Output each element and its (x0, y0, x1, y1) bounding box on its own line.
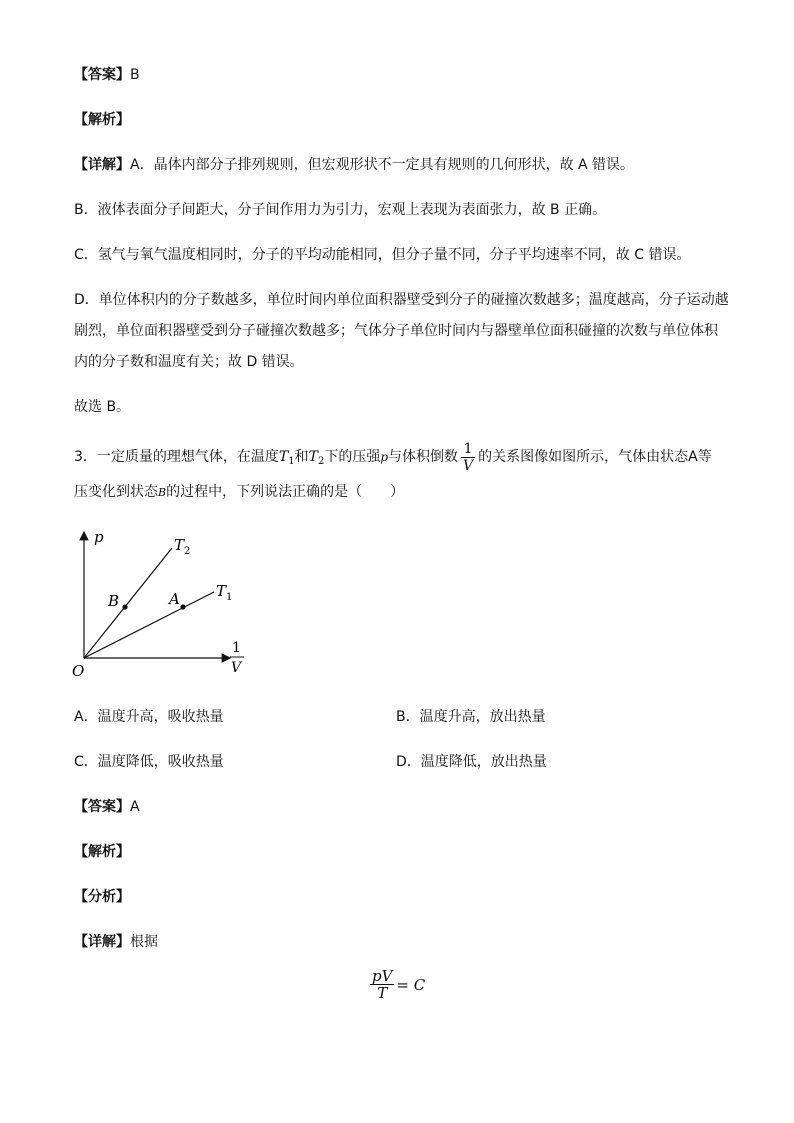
answer-value: B (130, 67, 140, 83)
q2-detail-line-d1: D．单位体积内的分子数越多，单位时间内单位面积器壁受到分子的碰撞次数越多；温度越高，分子运动越 (74, 292, 729, 308)
state-A-point (180, 604, 185, 609)
q2-detail-line-c: C．氢气与氧气温度相同时，分子的平均动能相同，但分子量不同，分子平均速率不同，故 C 错误。 (74, 247, 691, 263)
stem-text: 和 (294, 449, 309, 465)
B-symbol: B (158, 486, 167, 499)
stem-text: 下的压强 (324, 449, 381, 465)
q3-answer-line (74, 797, 140, 817)
T2-isotherm-line (84, 548, 172, 658)
x-axis-label-denominator: V (231, 660, 242, 676)
q2-detail-line-d3: 内的分子数和温度有关；故 D 错误。 (74, 354, 304, 370)
formula-fraction: $\frac{pV}{T}$ (372, 967, 393, 1002)
detail-tag: 【详解】 (74, 157, 130, 173)
p-axis-label: p (94, 528, 104, 546)
T2-symbol: $T_2$ (308, 449, 325, 467)
origin-label: O (72, 662, 85, 680)
stem-text: 的关系图像如图所示，气体由状态A等 (478, 449, 712, 465)
A-label: A (169, 590, 180, 608)
q3-detail-line (74, 932, 158, 952)
stem-text: 压变化到状态 (74, 484, 158, 500)
formula-rhs: = C (396, 975, 426, 994)
stem-text: 的过程中，下列说法正确的是（ ） (166, 484, 405, 500)
p-symbol: p (380, 450, 389, 464)
q2-conclusion: 故选 B。 (74, 399, 131, 415)
answer-tag: 【答案】 (74, 799, 130, 815)
analysis-tag: 【解析】 (74, 112, 130, 128)
stem-text: 与体积倒数 (388, 449, 459, 465)
T1-symbol: $T_1$ (278, 449, 295, 467)
option-D: D．温度降低，放出热量 (396, 754, 547, 770)
stem-text: 3．一定质量的理想气体，在温度 (74, 449, 279, 465)
q3-stem-line2 (74, 482, 404, 503)
analysis-tag: 【解析】 (74, 844, 130, 860)
B-label: B (108, 592, 120, 610)
state-B-point (122, 604, 127, 609)
fenxi-tag: 【分析】 (74, 889, 130, 905)
T1-isotherm-line (84, 592, 214, 658)
p-vs-inverse-v-figure (60, 520, 260, 685)
q2-detail-line-a (74, 155, 634, 175)
T2-label: $T_2$ (174, 536, 191, 557)
answer-value: A (130, 799, 140, 815)
answer-tag: 【答案】 (74, 67, 130, 83)
detail-tag: 【详解】 (74, 934, 130, 950)
detail-text: A．晶体内部分子排列规则，但宏观形状不一定具有规则的几何形状，故 A 错误。 (130, 157, 635, 173)
ideal-gas-formula (368, 968, 425, 1001)
q3-stem-line1 (74, 440, 712, 479)
x-axis-label-numerator: 1 (232, 640, 241, 656)
q2-detail-line-d2: 剧烈，单位面积器壁受到分子碰撞次数越多；气体分子单位时间内与器壁单位面积碰撞的次数与单位体积 (74, 323, 718, 339)
option-A: A．温度升高，吸收热量 (74, 709, 224, 725)
inverse-volume-fraction: $\frac{1}{V}$ (463, 440, 474, 474)
option-B: B．温度升高，放出热量 (396, 709, 546, 725)
T1-label: $T_1$ (216, 582, 233, 603)
option-C: C．温度降低，吸收热量 (74, 754, 224, 770)
q2-answer-line (74, 65, 140, 85)
detail-text: 根据 (130, 934, 158, 950)
q2-detail-line-b: B．液体表面分子间距大，分子间作用力为引力，宏观上表现为表面张力，故 B 正确。 (74, 202, 607, 218)
